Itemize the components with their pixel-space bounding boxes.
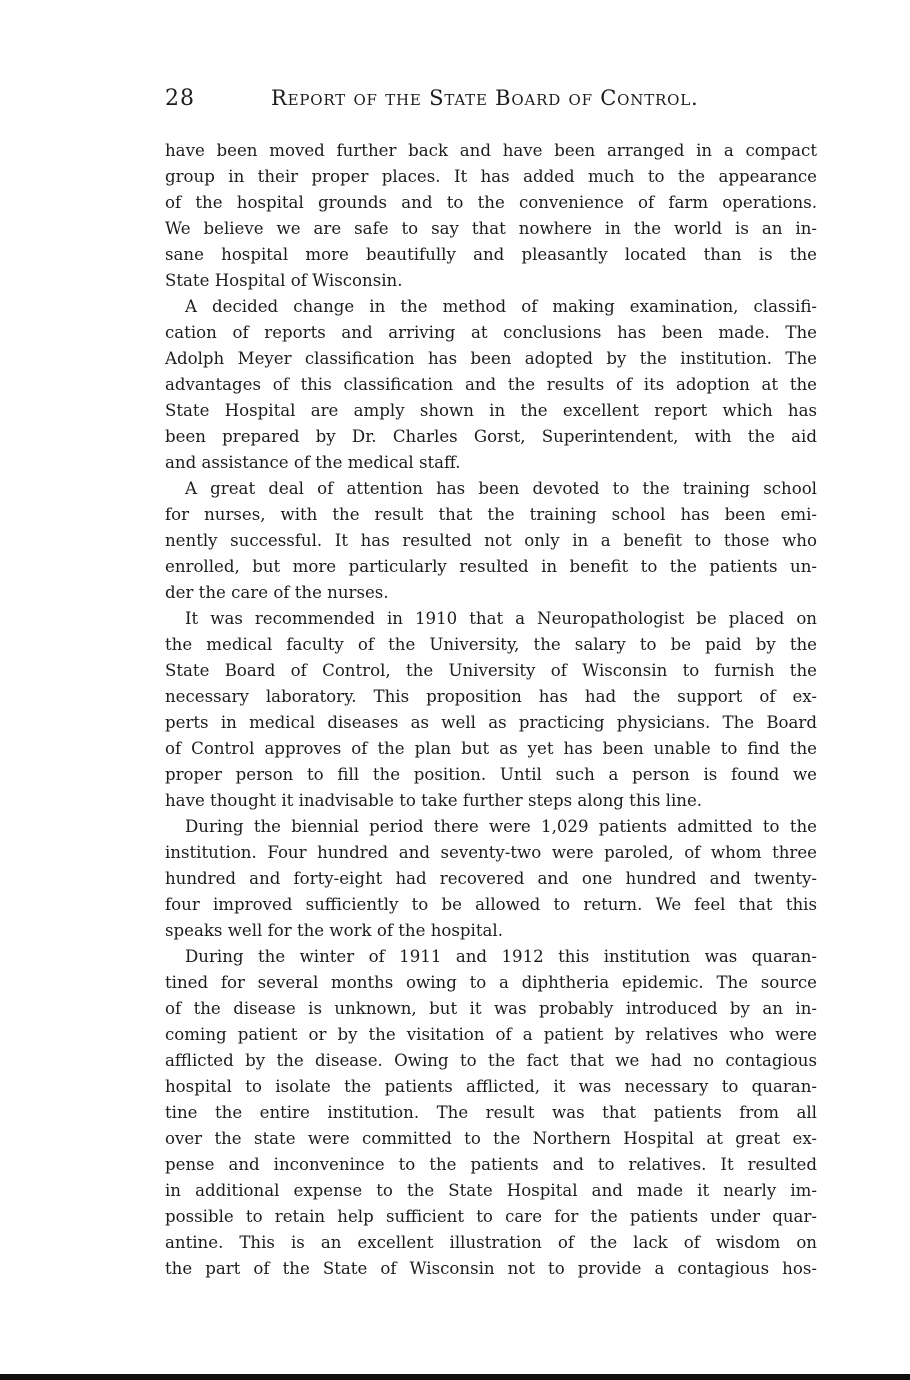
text-line: enrolled, but more particularly resulted in benefit to the patients un- <box>165 557 817 576</box>
text-line: State Board of Control, the University of Wisconsin to furnish the <box>165 661 817 680</box>
page-header <box>165 86 817 120</box>
text-line: tined for several months owing to a diphtheria epidemic. The source <box>165 973 817 992</box>
text-line: afflicted by the disease. Owing to the fact that we had no contagious <box>165 1051 817 1070</box>
text-line: the medical faculty of the University, the salary to be paid by the <box>165 635 817 654</box>
text-line: have thought it inadvisable to take further steps along this line. <box>165 791 703 810</box>
text-line: necessary laboratory. This proposition has had the support of ex- <box>165 687 817 706</box>
body-text <box>165 138 817 1282</box>
text-line: der the care of the nurses. <box>165 583 389 602</box>
text-line: the part of the State of Wisconsin not to provide a contagious hos- <box>165 1259 817 1278</box>
text-line: State Hospital are amply shown in the excellent report which has <box>165 401 817 420</box>
text-line: speaks well for the work of the hospital. <box>165 921 503 940</box>
text-line: been prepared by Dr. Charles Gorst, Superintendent, with the aid <box>165 427 817 446</box>
text-line: of Control approves of the plan but as yet has been unable to find the <box>165 739 817 758</box>
scan-bottom-edge <box>0 1374 910 1380</box>
text-line: and assistance of the medical staff. <box>165 453 461 472</box>
running-title: Report of the State Board of Control. <box>271 86 699 110</box>
text-line: sane hospital more beautifully and pleasantly located than is the <box>165 245 817 264</box>
text-line: coming patient or by the visitation of a patient by relatives who were <box>165 1025 817 1044</box>
text-line: advantages of this classification and the results of its adoption at the <box>165 375 817 394</box>
text-line: four improved sufficiently to be allowed to return. We feel that this <box>165 895 817 914</box>
text-line: possible to retain help sufficient to care for the patients under quar- <box>165 1207 817 1226</box>
text-line: have been moved further back and have been arranged in a compact <box>165 141 817 160</box>
text-line: in additional expense to the State Hospital and made it nearly im- <box>165 1181 817 1200</box>
text-line: A great deal of attention has been devoted to the training school <box>185 479 817 498</box>
text-line: tine the entire institution. The result was that patients from all <box>165 1103 817 1122</box>
text-line: We believe we are safe to say that nowhere in the world is an in- <box>165 219 817 238</box>
text-line: hundred and forty-eight had recovered and one hundred and twenty- <box>165 869 817 888</box>
text-line: During the biennial period there were 1,029 patients admitted to the <box>185 817 817 836</box>
text-line: It was recommended in 1910 that a Neuropathologist be placed on <box>185 609 817 628</box>
text-line: institution. Four hundred and seventy-two were paroled, of whom three <box>165 843 817 862</box>
text-line: for nurses, with the result that the training school has been emi- <box>165 505 817 524</box>
text-line: perts in medical diseases as well as practicing physicians. The Board <box>165 713 817 732</box>
text-line: antine. This is an excellent illustration of the lack of wisdom on <box>165 1233 817 1252</box>
text-line: of the hospital grounds and to the convenience of farm operations. <box>165 193 817 212</box>
text-line: of the disease is unknown, but it was probably introduced by an in- <box>165 999 817 1018</box>
text-line: over the state were committed to the Northern Hospital at great ex- <box>165 1129 817 1148</box>
text-line: A decided change in the method of making examination, classifi- <box>185 297 817 316</box>
text-line: cation of reports and arriving at conclusions has been made. The <box>165 323 817 342</box>
text-line: During the winter of 1911 and 1912 this institution was quaran- <box>185 947 817 966</box>
text-line: hospital to isolate the patients afflicted, it was necessary to quaran- <box>165 1077 817 1096</box>
text-line: State Hospital of Wisconsin. <box>165 271 403 290</box>
text-line: Adolph Meyer classification has been adopted by the institution. The <box>165 349 817 368</box>
page-number: 28 <box>165 86 195 111</box>
text-line: group in their proper places. It has added much to the appearance <box>165 167 817 186</box>
text-line: proper person to fill the position. Until such a person is found we <box>165 765 817 784</box>
text-line: nently successful. It has resulted not only in a benefit to those who <box>165 531 817 550</box>
text-line: pense and inconvenince to the patients and to relatives. It resulted <box>165 1155 817 1174</box>
